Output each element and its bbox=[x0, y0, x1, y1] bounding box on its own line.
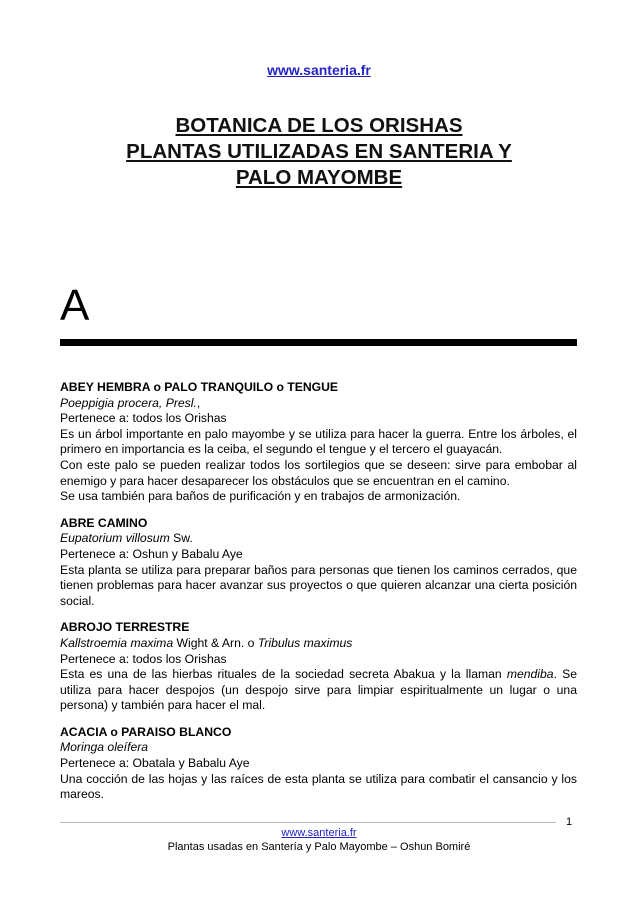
header-link[interactable]: www.santeria.fr bbox=[267, 62, 371, 78]
entry-name: ABROJO TERRESTRE bbox=[60, 620, 190, 635]
scientific-author: Sw. bbox=[169, 531, 193, 546]
page-title bbox=[40, 113, 598, 191]
scientific-suffix: , bbox=[196, 395, 201, 410]
entry-description: Con este palo se pueden realizar todos los sortilegios que se deseen: sirve para embobar al enemigo y para hacer desaparecer los obstáculos que se encuentran en el camino. bbox=[60, 457, 577, 488]
entry-scientific: Moringa oleífera bbox=[60, 740, 149, 755]
page-number: 1 bbox=[566, 816, 573, 828]
scientific-name: Poeppigia procera, Presl. bbox=[60, 395, 197, 410]
desc-italic-term: mendiba bbox=[506, 667, 554, 682]
entries-list bbox=[60, 380, 577, 814]
entry-belongs: Pertenece a: todos los Orishas bbox=[60, 651, 227, 666]
footer-text: Plantas usadas en Santería y Palo Mayombe – Oshun Bomiré bbox=[167, 841, 471, 853]
entry-name: ABEY HEMBRA o PALO TRANQUILO o TENGUE bbox=[60, 380, 339, 394]
entry-abrojo-terrestre bbox=[60, 620, 577, 714]
entry-description: Esta planta se utiliza para preparar baños para personas que tienen los caminos cerrados, que tienen problemas para hacer avanzar sus proyectos o que quieren alcanzar una cierta posición social. bbox=[60, 562, 577, 608]
scientific-name: Kallstroemia maxima bbox=[60, 635, 174, 650]
footer-divider bbox=[60, 822, 556, 823]
entry-scientific bbox=[60, 531, 577, 547]
scientific-name-alt: Tribulus maximus bbox=[257, 635, 353, 650]
entry-description: Una cocción de las hojas y las raíces de esta planta se utiliza para combatir el cansancio y los mareos. bbox=[60, 771, 577, 802]
entry-scientific bbox=[60, 396, 577, 412]
entry-belongs: Pertenece a: Obatala y Babalu Aye bbox=[60, 756, 250, 771]
entry-name: ACACIA o PARAISO BLANCO bbox=[60, 724, 232, 739]
scientific-author: Wight & Arn. o bbox=[173, 635, 258, 650]
title-line-2: PLANTAS UTILIZADAS EN SANTERIA Y bbox=[126, 140, 512, 163]
entry-abre-camino bbox=[60, 516, 577, 610]
entry-acacia bbox=[60, 725, 577, 803]
desc-text: . Se utiliza para hacer despojos (un despojo sirve para limpiar espiritualmente un lugar o una persona) y también para hacer el mal. bbox=[60, 667, 577, 713]
entry-description: Se usa también para baños de purificación y en trabajos de armonización. bbox=[60, 489, 461, 504]
entry-description: Es un árbol importante en palo mayombe y se utiliza para hacer la guerra. Entre los árboles, el primero en importancia es la ceiba, el segundo el tengue y el tercero el guayacán. bbox=[60, 426, 577, 457]
entry-belongs: Pertenece a: todos los Orishas bbox=[60, 411, 227, 426]
entry-scientific bbox=[60, 636, 577, 652]
entry-belongs: Pertenece a: Oshun y Babalu Aye bbox=[60, 546, 243, 561]
desc-text: Esta es una de las hierbas rituales de la sociedad secreta Abakua y la llaman bbox=[60, 667, 507, 682]
entry-abey-hembra bbox=[60, 380, 577, 505]
scientific-name: Eupatorium villosum bbox=[60, 531, 170, 546]
footer-link[interactable]: www.santeria.fr bbox=[281, 827, 357, 839]
section-divider bbox=[60, 339, 577, 346]
title-line-3: PALO MAYOMBE bbox=[235, 166, 403, 189]
entry-name: ABRE CAMINO bbox=[60, 515, 148, 530]
section-letter: A bbox=[60, 281, 90, 330]
title-line-1: BOTANICA DE LOS ORISHAS bbox=[175, 114, 463, 137]
entry-description bbox=[60, 667, 577, 714]
